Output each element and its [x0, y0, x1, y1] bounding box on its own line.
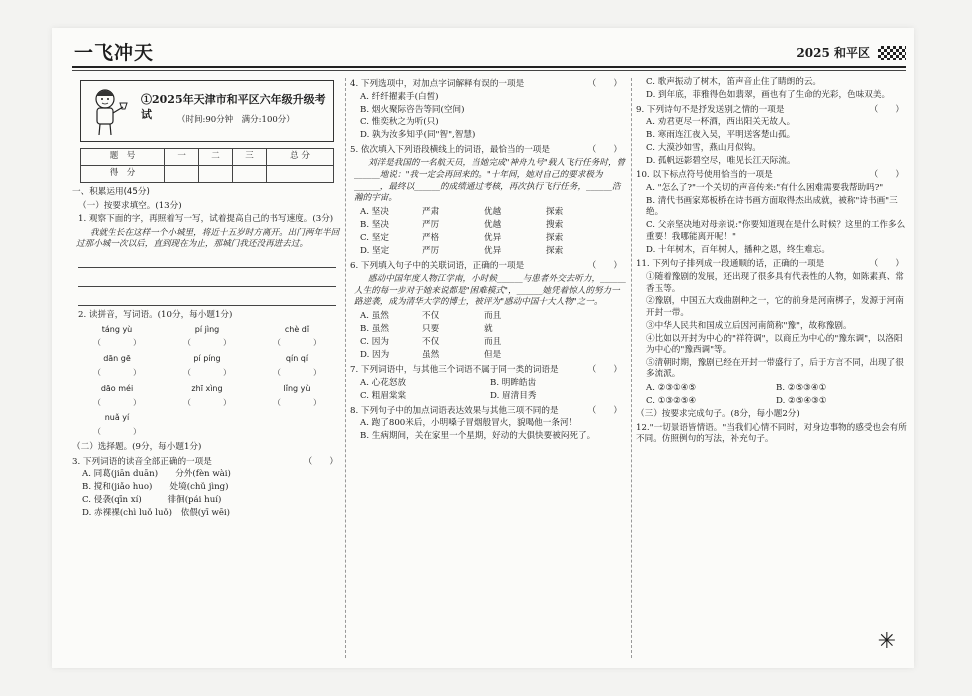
- option[interactable]: D. 孤帆远影碧空尽，唯见长江天际流。: [646, 155, 796, 166]
- answer-paren[interactable]: （ ）: [587, 260, 622, 271]
- option[interactable]: D. 眉清目秀: [490, 391, 537, 401]
- question-7: [350, 365, 626, 377]
- option-cell: 不仅: [422, 337, 440, 348]
- question-8: [350, 406, 626, 418]
- subsection-heading: （一）按要求填空。(13分): [78, 200, 182, 211]
- pinyin: qín qí: [285, 354, 309, 364]
- answer-blank[interactable]: （ ）: [183, 338, 231, 348]
- column-divider: [345, 78, 346, 658]
- option-cell: 探索: [546, 232, 564, 243]
- option-cell: 而且: [484, 337, 502, 348]
- pinyin-row: [72, 413, 342, 424]
- answer-blank[interactable]: （ ）: [273, 338, 321, 348]
- option-cell: 而且: [484, 310, 502, 321]
- checker-icon: [878, 46, 906, 60]
- pinyin-row: [72, 354, 342, 365]
- options: [636, 183, 908, 256]
- answer-row: [72, 338, 342, 351]
- option-row: [350, 378, 626, 390]
- pinyin: nuǎ yí: [104, 413, 130, 423]
- option-row: [636, 396, 908, 408]
- option[interactable]: A. 劝君更尽一杯酒，西出阳关无故人。: [646, 117, 796, 128]
- option[interactable]: A. 跑了800米后，小明嗓子冒烟般冒火，貌喝他一条河！: [360, 418, 578, 429]
- option[interactable]: A. 同葛(jiān duān) 分外(fèn wài): [82, 469, 231, 480]
- header-rule-thin: [72, 70, 906, 71]
- score-cell[interactable]: [165, 166, 199, 183]
- column-right: [636, 76, 908, 448]
- option-cell: 探索: [546, 206, 564, 217]
- pinyin: pí píng: [193, 354, 221, 364]
- column-left: [72, 76, 342, 520]
- option[interactable]: C. 惟奕秋之为听(只): [360, 117, 439, 128]
- option[interactable]: A. 心花怒放: [360, 377, 407, 388]
- answer-paren[interactable]: （ ）: [587, 405, 622, 416]
- option-cell: A. 虽然: [360, 310, 389, 321]
- writing-line[interactable]: [78, 253, 336, 268]
- option[interactable]: C. 侵袭(qīn xí) 徘徊(pái huí): [82, 494, 222, 505]
- option-row[interactable]: [350, 311, 626, 323]
- option-row[interactable]: [350, 246, 626, 258]
- options: [636, 77, 908, 101]
- option[interactable]: C. ①③②⑤④: [646, 395, 697, 406]
- answer-blank[interactable]: （ ）: [93, 427, 141, 437]
- question-11: [636, 259, 908, 271]
- question-text: 10. 以下标点符号使用恰当的一项是: [636, 170, 773, 181]
- option[interactable]: B. 明眸皓齿: [490, 377, 537, 388]
- exam-title: ①2025年天津市和平区六年级升级考试: [141, 93, 326, 121]
- option[interactable]: B. ②⑤③④①: [776, 382, 827, 393]
- options: [72, 469, 342, 519]
- score-header: 题 号: [81, 149, 165, 166]
- option-row[interactable]: [350, 233, 626, 245]
- answer-paren[interactable]: （ ）: [587, 364, 622, 375]
- option-cell: D. 因为: [360, 350, 390, 361]
- options: [350, 418, 626, 442]
- column-divider: [631, 78, 632, 658]
- option-cell: D. 坚定: [360, 245, 390, 256]
- option-cell: B. 坚决: [360, 219, 389, 230]
- options: [636, 117, 908, 167]
- score-cell[interactable]: [233, 166, 267, 183]
- option-cell: 虽然: [422, 350, 440, 361]
- option[interactable]: C. 父亲坚决地对母亲说:"你要知道现在是什么时候？这里的工作多么重要！我哪能离开呢！": [646, 220, 906, 242]
- section-heading: 一、积累运用(45分): [72, 187, 150, 197]
- option-cell: C. 因为: [360, 337, 389, 348]
- answer-blank[interactable]: （ ）: [93, 338, 141, 348]
- option-cell: 不仅: [422, 310, 440, 321]
- score-cell[interactable]: [267, 166, 334, 183]
- option[interactable]: C. 粗眉棠棠: [360, 391, 407, 401]
- option-cell: 搜索: [546, 219, 564, 230]
- question-4: [350, 79, 626, 91]
- option-cell: 就: [484, 324, 493, 335]
- region-label: 2025 和平区: [796, 46, 870, 60]
- answer-paren[interactable]: （ ）: [587, 79, 622, 89]
- answer-paren[interactable]: （ ）: [303, 456, 338, 467]
- option[interactable]: A. ②③①④⑤: [646, 382, 697, 393]
- header-rule: [72, 66, 906, 68]
- option[interactable]: B. 搅和(jiǎo huo) 处境(chǔ jìng): [82, 482, 229, 493]
- option-cell: B. 虽然: [360, 324, 389, 335]
- score-label: 得 分: [81, 166, 165, 183]
- options: [350, 92, 626, 142]
- option[interactable]: B. 清代书画家郑板桥在诗书画方面取得杰出成就，被称"诗书画"三绝。: [646, 195, 898, 218]
- copy-passage: 我就生长在这样一个小城里，将近十五岁时方离开。出门两年半回过那小城一次以后，直到现在为止，那城门我还没再进去过。: [76, 227, 340, 250]
- option[interactable]: B. 寒雨连江夜入吴，平明送客楚山孤。: [646, 130, 796, 141]
- option-cell: 优异: [484, 245, 502, 256]
- option-row: [350, 391, 626, 403]
- subsection-heading: （二）选择题。(9分，每小题1分): [72, 441, 202, 452]
- sentence-list: [636, 272, 908, 381]
- score-header: 三: [233, 149, 267, 166]
- answer-blank[interactable]: （ ）: [183, 397, 231, 407]
- pinyin: chè dǐ: [284, 324, 310, 334]
- option-cell: 优越: [484, 206, 502, 217]
- option[interactable]: D. 孰为汝多知乎(同"智",智慧): [360, 130, 476, 141]
- question-2: 2. 读拼音，写词语。(10分，每小题1分): [78, 309, 233, 320]
- question-9: [636, 105, 908, 117]
- score-cell[interactable]: [199, 166, 233, 183]
- question-12: 12."一切景语皆情语。"当我们心情不同时，对身边事物的感受也会有所不同。仿照例句的写法，补充句子。: [636, 422, 907, 445]
- option-cell: 探索: [546, 245, 564, 256]
- title-box: [80, 80, 334, 142]
- sentence-item: ④比如以开封为中心的"祥符调"，以商丘为中心的"豫东调"，以洛阳为中心的"豫西调"等。: [646, 333, 903, 356]
- pinyin-row: [72, 384, 342, 395]
- option[interactable]: C. 歌声振动了树木，笛声音止住了睛朗的云。: [646, 77, 822, 88]
- student-illustration-icon: [87, 85, 131, 137]
- option-row[interactable]: [350, 337, 626, 349]
- option-row[interactable]: [350, 207, 626, 219]
- option[interactable]: B. 烟火聚际咨告等同(空间): [360, 104, 465, 115]
- brand-logo: 一飞冲天: [74, 42, 155, 64]
- option-row[interactable]: [350, 324, 626, 336]
- score-header: 总 分: [267, 149, 334, 166]
- sparkle-icon: ✳: [877, 629, 896, 654]
- sentence-item: ⑤清朝时期，豫剧已经在开封一带盛行了，后于方言不同，出现了很多流派。: [646, 357, 904, 380]
- option-cell: 严厉: [422, 245, 440, 256]
- question-5: [350, 145, 626, 157]
- answer-paren[interactable]: （ ）: [869, 259, 904, 270]
- option-cell: A. 坚决: [360, 206, 389, 217]
- subsection-heading: （三）按要求完成句子。(8分，每小题2分): [636, 409, 800, 420]
- answer-paren[interactable]: （ ）: [587, 144, 622, 155]
- exam-subtitle: （时间:90分钟 满分:100分）: [177, 115, 295, 125]
- question-text: 6. 下列填入句子中的关联词语，正确的一项是: [350, 260, 525, 271]
- question-text: 7. 下列词语中，与其他三个词语不属于同一类的词语是: [350, 364, 559, 375]
- answer-paren[interactable]: （ ）: [869, 104, 904, 115]
- writing-line[interactable]: [78, 291, 336, 306]
- option[interactable]: D. ②⑤④③①: [776, 395, 827, 406]
- option[interactable]: D. 十年树木，百年树人，播种之恩，终生难忘。: [646, 244, 830, 255]
- answer-blank[interactable]: （ ）: [273, 367, 321, 377]
- option-row[interactable]: [350, 350, 626, 362]
- question-6: [350, 261, 626, 273]
- question-text: 4. 下列选项中，对加点字词解释有误的一项是: [350, 79, 525, 89]
- answer-paren[interactable]: （ ）: [869, 170, 904, 181]
- question-text: 5. 依次填入下列语段横线上的词语，最恰当的一项是: [350, 144, 550, 155]
- option-cell: 但是: [484, 350, 502, 361]
- answer-row: [72, 368, 342, 381]
- question-passage: 刘洋是我国的一名航天员，当她完成"神舟九号"载人飞行任务时，曾______地说："我一定会再回来的。"十年间，她对自己的要求极为______，最终以______的成绩通过考核，再次执行飞行任务，______浩瀚的宇宙。: [354, 158, 626, 204]
- answer-row: [72, 427, 342, 440]
- option-cell: 优越: [484, 219, 502, 230]
- option[interactable]: D. 到年底，菲雅得色如翡翠，画也有了生命的光彩，色味双美。: [646, 89, 891, 100]
- option[interactable]: D. 赤裸裸(chì luǒ luǒ) 依偎(yī wēi): [82, 507, 231, 518]
- pinyin-row: [72, 325, 342, 336]
- option[interactable]: B. 生病期间，关在家里一个星期，好动的大俱快要被闷死了。: [360, 431, 596, 442]
- exam-sheet: [52, 28, 914, 668]
- answer-blank[interactable]: （ ）: [273, 397, 321, 407]
- option-cell: C. 坚定: [360, 232, 389, 243]
- option-cell: 只要: [422, 324, 440, 335]
- writing-line[interactable]: [78, 272, 336, 287]
- answer-blank[interactable]: （ ）: [93, 397, 141, 407]
- score-table: [80, 148, 334, 183]
- question-10: [636, 170, 908, 182]
- score-header: 一: [165, 149, 199, 166]
- pinyin: táng yù: [101, 324, 133, 334]
- sentence-item: ③中华人民共和国成立后因河南简称"豫"，故称豫剧。: [646, 320, 852, 331]
- option[interactable]: A. "怎么了?"一个关切的声音传来:"有什么困难需要我帮助吗?": [646, 183, 884, 194]
- pinyin: dāo méi: [100, 383, 134, 393]
- option-cell: 严肃: [422, 206, 440, 217]
- question-3: [72, 457, 342, 469]
- pinyin: dān gē: [103, 354, 131, 364]
- pinyin: zhī xìng: [191, 383, 223, 393]
- option-row: [636, 383, 908, 395]
- option-cell: 严厉: [422, 219, 440, 230]
- question-1: 1. 观察下面的字，再照着写一写，试着提高自己的书写速度。(3分): [78, 214, 334, 225]
- sentence-item: ①随着豫剧的发展，还出现了很多具有代表性的人物，如陈素真、常香玉等。: [646, 271, 904, 294]
- score-header: 二: [199, 149, 233, 166]
- question-passage: 感动中国年度人物江学南，小时候______与患者外交去听力，______人生的每一步对于她来说都是"困难模式"，______她凭着惊人的努力一路逆袭，成为清华大学的博士，被评为"感动中国十大人物"之一。: [354, 274, 626, 308]
- question-text: 9. 下列诗句不是抒发送别之情的一项是: [636, 104, 785, 115]
- pinyin: lǐng yù: [283, 383, 311, 393]
- pinyin: pí jìng: [194, 324, 220, 334]
- option[interactable]: C. 大漠沙如雪，燕山月似钩。: [646, 142, 761, 153]
- question-text: 3. 下列词语的读音全部正确的一项是: [72, 456, 212, 467]
- answer-row: [72, 398, 342, 411]
- option[interactable]: A. 纤纤擢素手(白皙): [360, 91, 439, 102]
- answer-blank[interactable]: （ ）: [183, 367, 231, 377]
- option-row[interactable]: [350, 220, 626, 232]
- option-cell: 严格: [422, 232, 440, 243]
- sentence-item: ②豫剧，中国五大戏曲剧种之一，它的前身是河南梆子，发源于河南开封一带。: [646, 296, 904, 318]
- question-text: 11. 下列句子排列成一段通顺的话，正确的一项是: [636, 259, 825, 270]
- column-middle: [350, 76, 626, 444]
- question-text: 8. 下列句子中的加点词语表达效果与其他三项不同的是: [350, 405, 559, 416]
- option-cell: 优异: [484, 232, 502, 243]
- answer-blank[interactable]: （ ）: [93, 367, 141, 377]
